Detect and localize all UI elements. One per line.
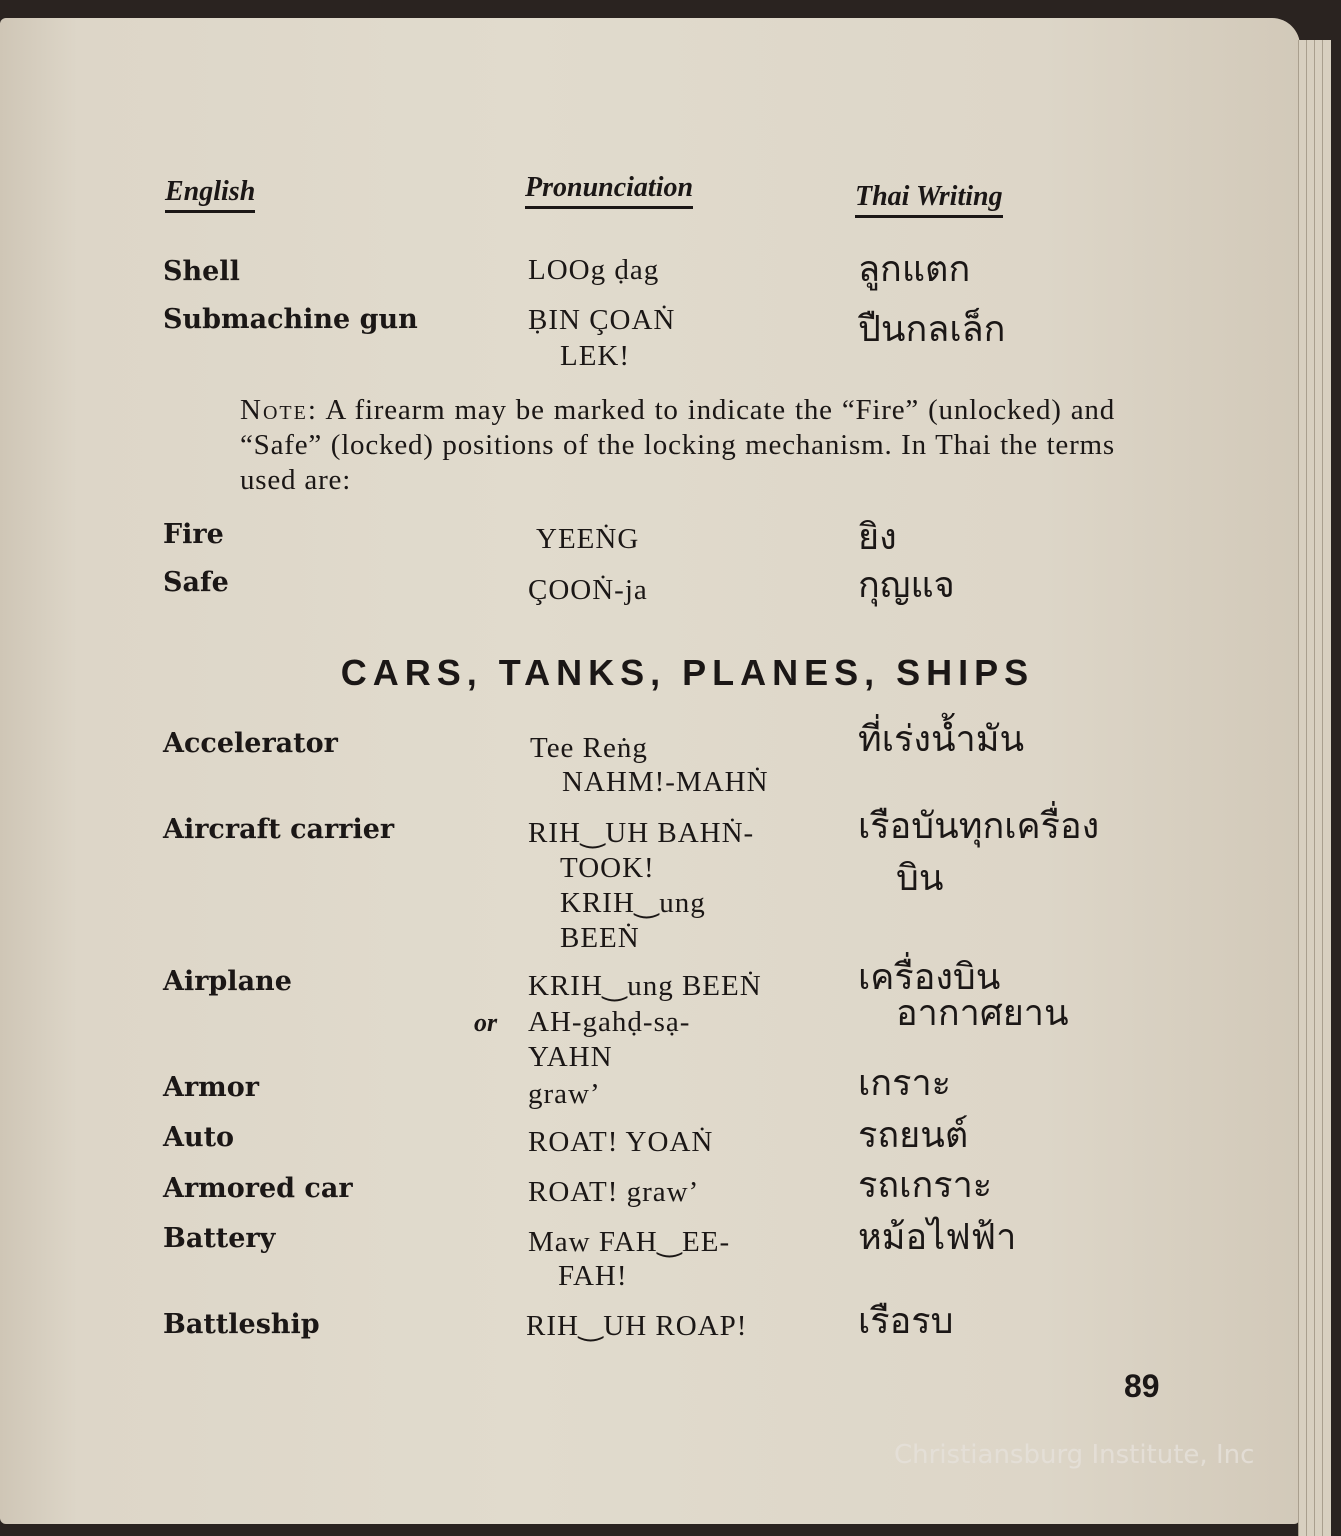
entry-thai: ปืนกลเล็ก [858,309,1006,350]
entry-pronunciation: ÇOOṄ-ja [528,574,648,606]
entry-thai: เครื่องบิน [858,957,1001,998]
entry-pronunciation: LOOg ḍag [528,254,660,286]
entry-pronunciation: AH-gahḍ-sạ- [528,1006,691,1038]
entry-english: Armored car [163,1173,353,1204]
entry-pronunciation: ḄIN ÇOAṄ [528,304,676,336]
entry-english: Battleship [163,1309,320,1340]
entry-pronunciation: NAHM!-MAHṄ [562,766,769,798]
entry-english: Armor [163,1072,259,1103]
entry-thai: หม้อไฟฟ้า [858,1217,1017,1258]
entry-english: Airplane [163,966,292,997]
entry-pronunciation: YAHN [528,1041,613,1073]
entry-pronunciation: RIH‿UH BAHṄ- [528,817,755,849]
page-number: 89 [1124,1368,1160,1404]
entry-pronunciation: FAH! [558,1260,628,1292]
entry-english: Aircraft carrier [163,814,395,845]
entry-thai: บิน [896,858,944,899]
entry-pronunciation: KRIH‿ung [560,887,706,919]
entry-pronunciation: ROAT! YOAṄ [528,1126,714,1158]
entry-pronunciation: RIH‿UH ROAP! [526,1310,748,1342]
entry-pronunciation: ROAT! graw’ [528,1176,700,1208]
note-label: Note: [240,394,318,426]
entry-english: Submachine gun [163,304,418,335]
entry-english: Fire [163,519,224,550]
header-pronunciation: Pronunciation [525,172,693,209]
entry-english: Shell [163,256,240,287]
section-heading: CARS, TANKS, PLANES, SHIPS [340,652,1035,693]
entry-pronunciation: Maw FAH‿EE- [528,1226,731,1258]
entry-thai: เกราะ [858,1063,951,1104]
entry-pronunciation: BEEṄ [560,922,640,954]
entry-thai: เรือบันทุกเครื่อง [858,806,1100,847]
or-label: or [474,1008,498,1037]
entry-pronunciation: YEEṄG [536,523,640,555]
entry-english: Battery [163,1223,276,1254]
entry-english: Auto [163,1122,235,1153]
page-edge [1322,40,1331,1536]
entry-thai: เรือรบ [858,1301,954,1342]
header-thai: Thai Writing [855,181,1003,218]
entry-thai: รถเกราะ [858,1165,993,1206]
entry-pronunciation: Tee Reṅg [530,732,648,764]
entry-english: Safe [163,567,229,598]
entry-thai: ยิง [858,517,897,558]
firearm-note [240,393,1115,498]
entry-pronunciation: KRIH‿ung BEEṄ [528,970,762,1002]
entry-thai: อากาศยาน [896,993,1069,1034]
entry-thai: รถยนต์ [858,1115,969,1156]
entry-pronunciation: LEK! [560,340,631,372]
entry-english: Accelerator [163,728,338,759]
entry-thai: ที่เร่งน้ำมัน [858,719,1025,760]
note-text: A firearm may be marked to indicate the “Fire” (unlocked) and “Safe” (locked) positions of the locking mechanism. In Thai the terms used are: [240,394,1116,496]
credit-watermark: Christiansburg Institute, Inc [894,1440,1255,1470]
entry-thai: ลูกแตก [858,249,971,290]
entry-thai: กุญแจ [858,565,955,606]
entry-pronunciation: TOOK! [560,852,655,884]
entry-pronunciation: graw’ [528,1078,601,1110]
header-english: English [165,176,255,213]
